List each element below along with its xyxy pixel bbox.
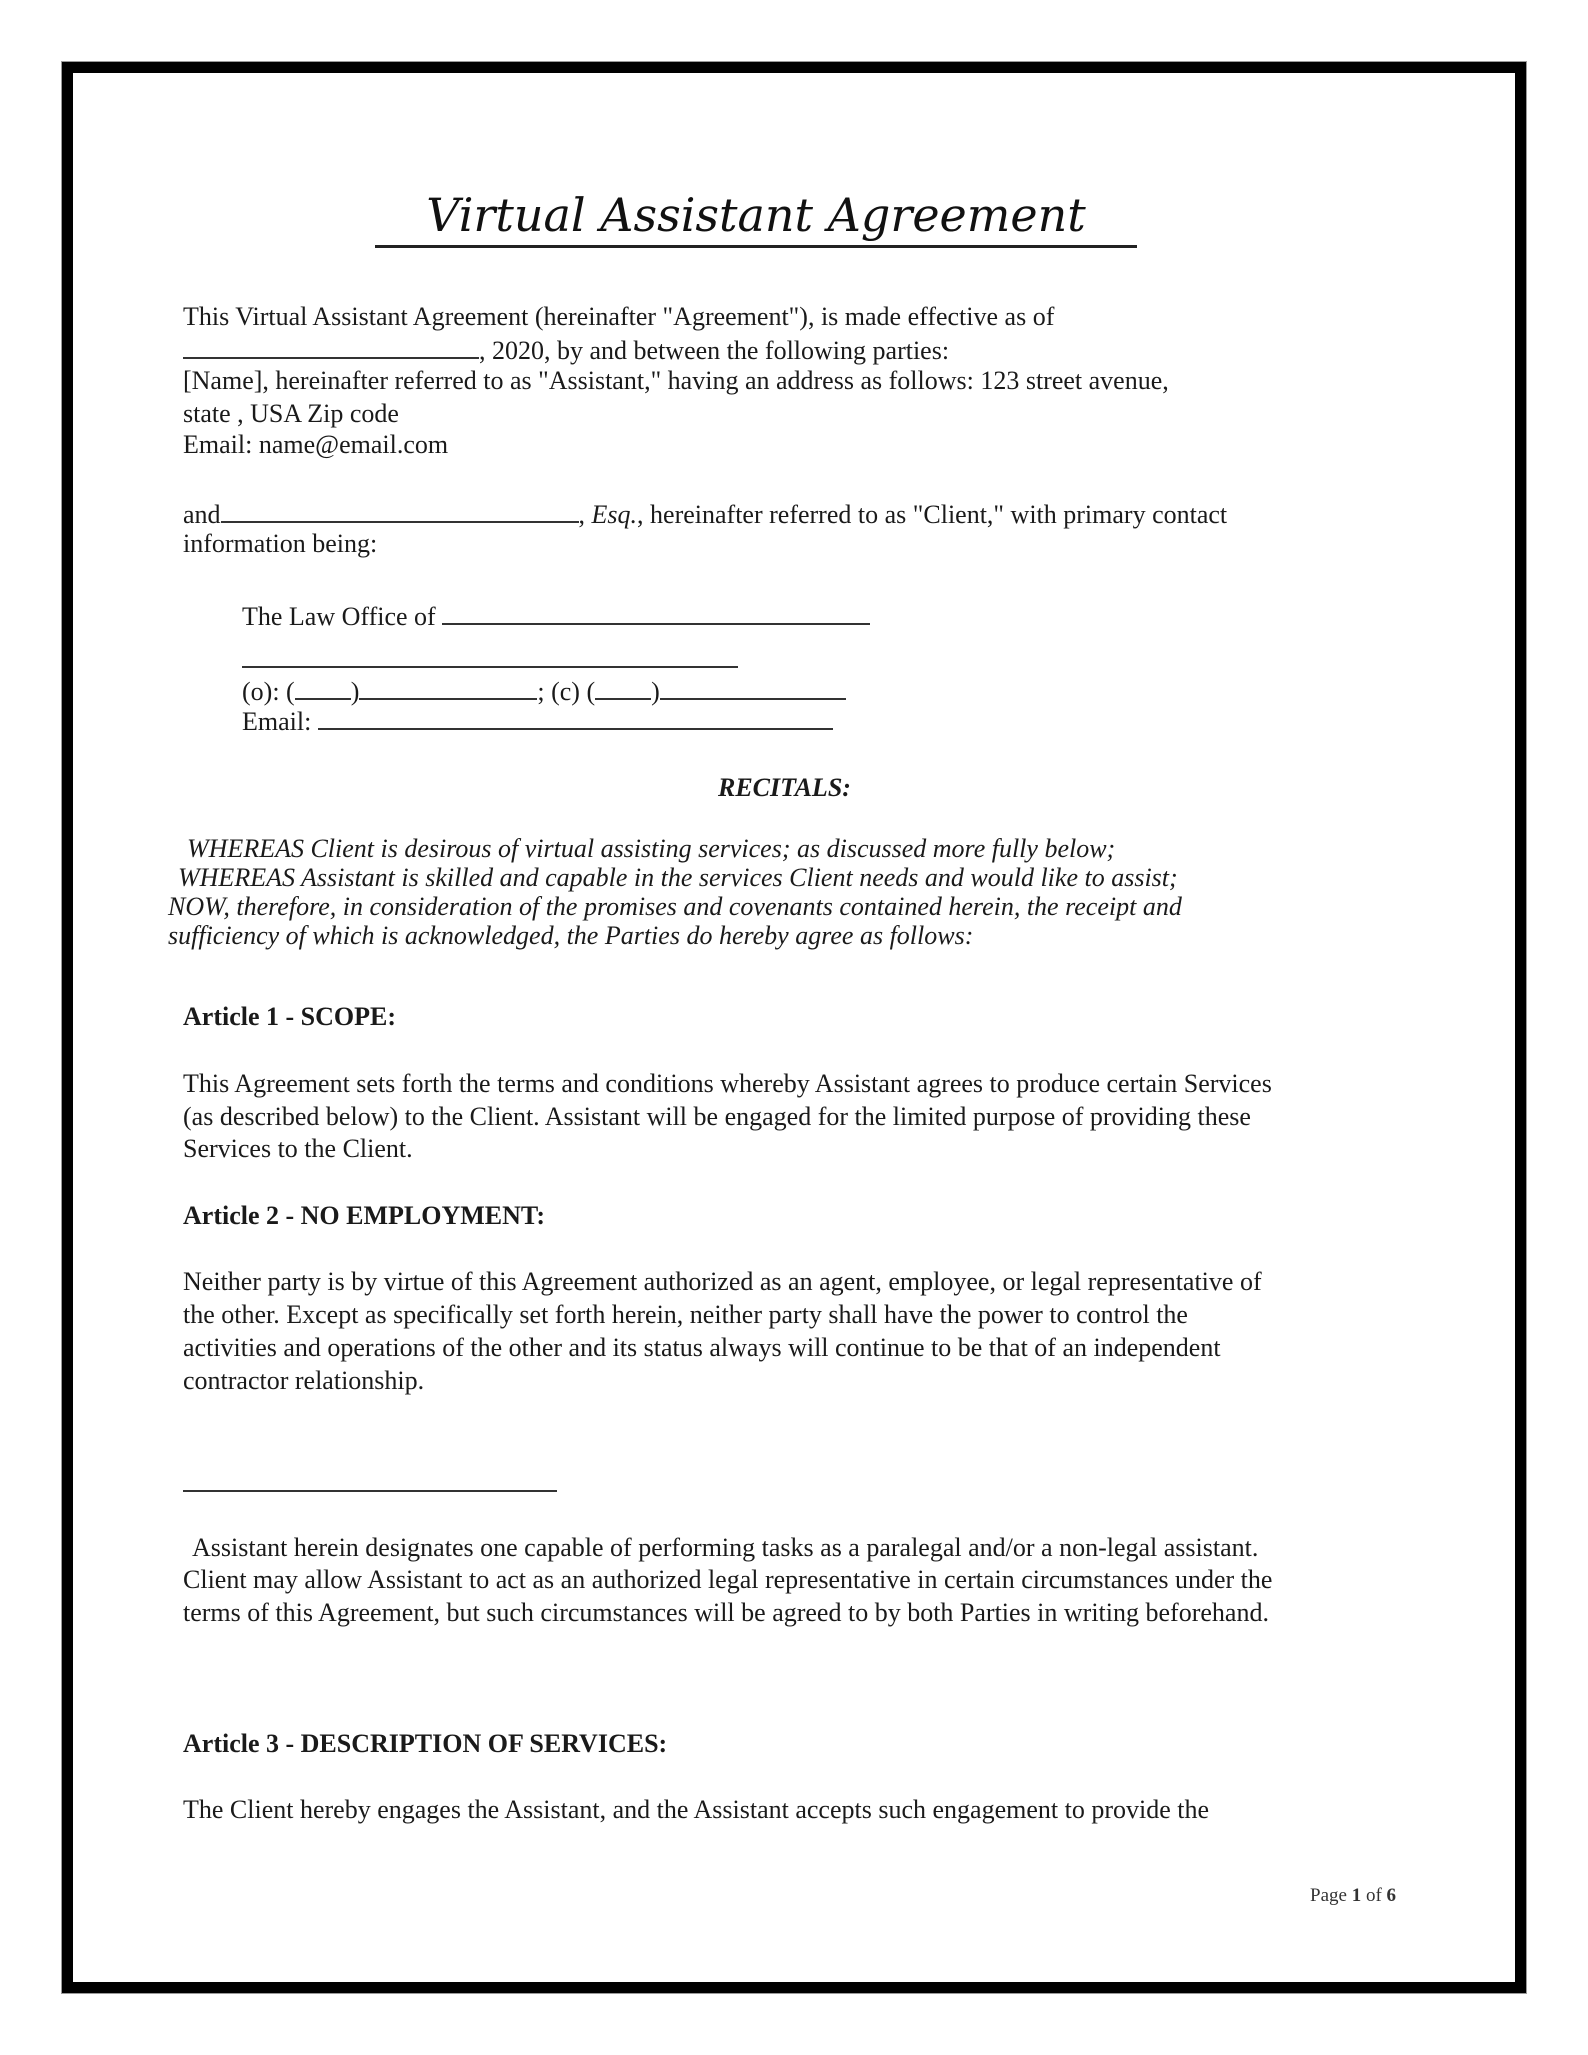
article-1-line: (as described below) to the Client. Assistant will be engaged for the limited purpose of providing these bbox=[183, 1102, 1251, 1131]
article-2-line: Neither party is by virtue of this Agreement authorized as an agent, employee, or legal representative of bbox=[183, 1267, 1262, 1296]
client-email-label: Email: bbox=[242, 707, 312, 736]
client-line-1-text: , hereinafter referred to as "Client," with primary contact bbox=[637, 500, 1228, 529]
intro-line-2 bbox=[183, 335, 949, 364]
article-3-heading: Article 3 - DESCRIPTION OF SERVICES: bbox=[183, 1729, 668, 1758]
article-2-note-line: terms of this Agreement, but such circumstances will be agreed to by both Parties in writing beforehand. bbox=[183, 1598, 1269, 1627]
intro-line-1: This Virtual Assistant Agreement (hereinafter "Agreement"), is made effective as of bbox=[183, 302, 1055, 331]
client-line-2: information being: bbox=[183, 529, 378, 558]
cell-phone-label: ; (c) ( bbox=[537, 677, 596, 706]
client-line-1: and , Esq., hereinafter referred to as "Client," with primary contact bbox=[183, 500, 1228, 529]
address-blank[interactable] bbox=[242, 666, 738, 668]
document-title: Virtual Assistant Agreement bbox=[426, 188, 1086, 242]
title-underline bbox=[375, 245, 1137, 248]
intro-line-2-text: , 2020, by and between the following parties: bbox=[479, 336, 950, 365]
recital-line: WHEREAS Assistant is skilled and capable in the services Client needs and would like to assist; bbox=[178, 863, 1178, 892]
office-phone-blank[interactable] bbox=[359, 676, 537, 700]
article-2-note-line: Client may allow Assistant to act as an authorized legal representative in certain circumstances under the bbox=[183, 1565, 1273, 1594]
article-2-note-line: Assistant herein designates one capable of performing tasks as a paralegal and/or a non-legal assistant. bbox=[192, 1533, 1259, 1562]
article-2-heading: Article 2 - NO EMPLOYMENT: bbox=[183, 1201, 545, 1230]
office-phone-label: (o): ( bbox=[242, 677, 295, 706]
recital-line: NOW, therefore, in consideration of the promises and covenants contained herein, the receipt and bbox=[168, 892, 1182, 921]
recital-line: sufficiency of which is acknowledged, the Parties do hereby agree as follows: bbox=[168, 921, 974, 950]
cell-phone-blank[interactable] bbox=[660, 676, 846, 700]
effective-date-blank[interactable] bbox=[183, 335, 479, 359]
cell-area-code-blank[interactable] bbox=[595, 676, 651, 700]
article-3-line: The Client hereby engages the Assistant, and the Assistant accepts such engagement to provide the bbox=[183, 1795, 1210, 1824]
footnote-separator bbox=[183, 1490, 557, 1492]
recitals-heading: RECITALS: bbox=[718, 773, 851, 802]
assistant-email: Email: name@email.com bbox=[183, 430, 449, 459]
article-1-heading: Article 1 - SCOPE: bbox=[183, 1002, 397, 1031]
phone-line bbox=[242, 676, 846, 705]
intro-line-4: state , USA Zip code bbox=[183, 399, 399, 428]
and-label: and bbox=[183, 500, 221, 529]
law-office-blank[interactable] bbox=[442, 601, 870, 625]
law-office-label: The Law Office of bbox=[242, 602, 436, 631]
article-1-line: This Agreement sets forth the terms and conditions whereby Assistant agrees to produce certain Services bbox=[183, 1069, 1272, 1098]
page-word: Page bbox=[1310, 1885, 1347, 1906]
esq-label: Esq. bbox=[591, 500, 638, 529]
article-2-line: contractor relationship. bbox=[183, 1366, 425, 1395]
intro-line-3: [Name], hereinafter referred to as "Assistant," having an address as follows: 123 street avenue, bbox=[183, 366, 1169, 395]
total-pages: 6 bbox=[1386, 1885, 1397, 1906]
office-close-paren: ) bbox=[350, 677, 360, 706]
client-email-blank[interactable] bbox=[318, 706, 833, 730]
cell-close-paren: ) bbox=[651, 677, 660, 706]
article-1-line: Services to the Client. bbox=[183, 1134, 413, 1163]
article-2-line: activities and operations of the other and its status always will continue to be that of an independent bbox=[183, 1333, 1221, 1362]
page-number bbox=[1310, 1886, 1396, 1905]
current-page: 1 bbox=[1351, 1885, 1362, 1906]
law-office-line bbox=[242, 601, 870, 630]
client-name-blank[interactable] bbox=[221, 499, 579, 523]
article-2-line: the other. Except as specifically set forth herein, neither party shall have the power to control the bbox=[183, 1300, 1188, 1329]
of-word: of bbox=[1365, 1885, 1382, 1906]
recital-line: WHEREAS Client is desirous of virtual assisting services; as discussed more fully below; bbox=[187, 834, 1116, 863]
client-email-line bbox=[242, 706, 833, 735]
office-area-code-blank[interactable] bbox=[295, 676, 351, 700]
